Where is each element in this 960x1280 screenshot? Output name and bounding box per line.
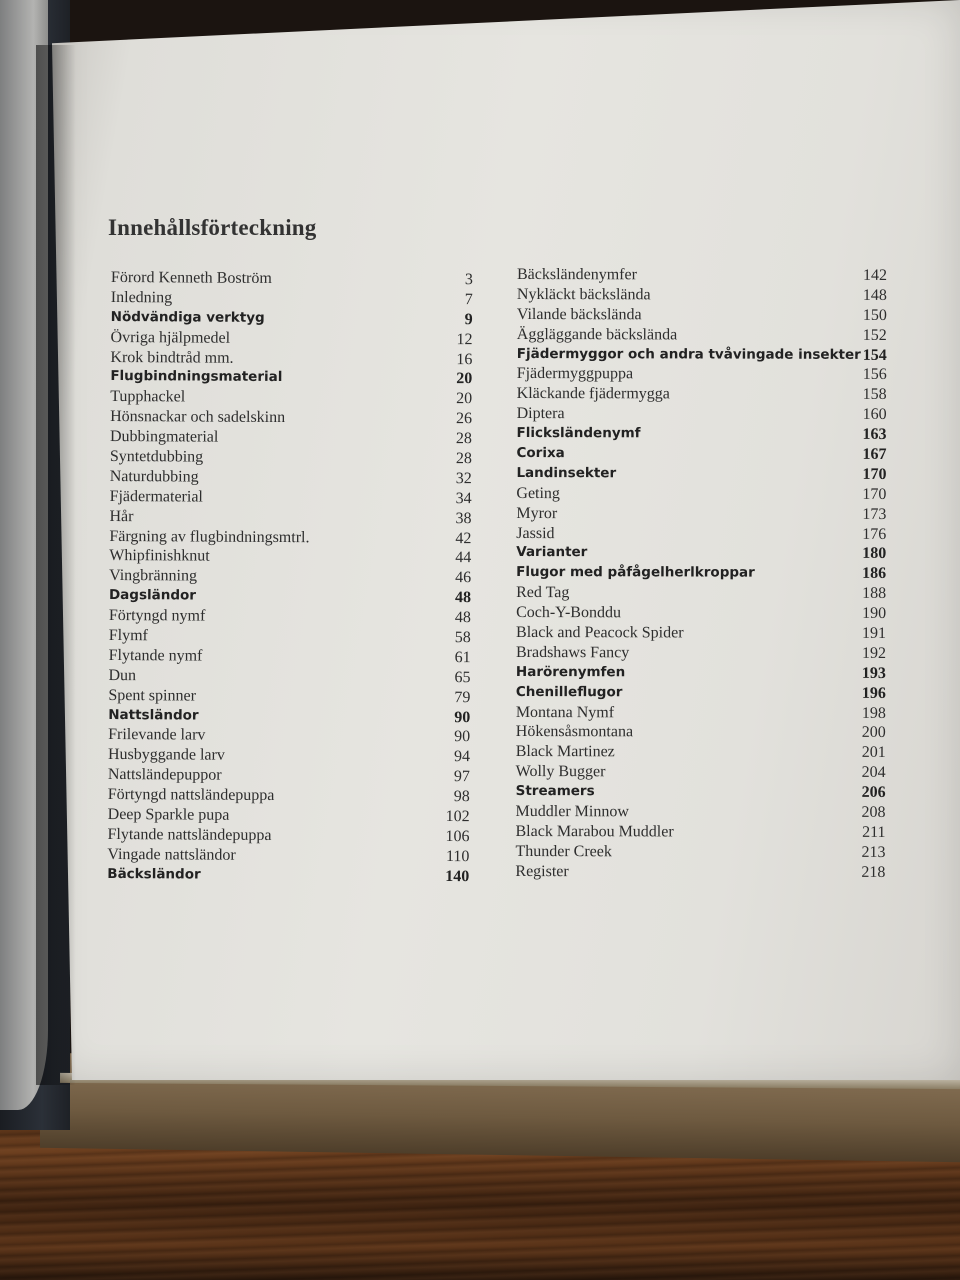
toc-entry-label: Vingbränning xyxy=(109,567,198,585)
toc-page-number: 173 xyxy=(862,505,887,523)
toc-entry-label: Jassid xyxy=(516,524,555,542)
toc-page-number: 186 xyxy=(862,565,887,583)
toc-entry xyxy=(516,524,886,545)
toc-page-number: 192 xyxy=(861,644,887,662)
toc-page-number: 198 xyxy=(861,704,886,722)
toc-entry-label: Bäcksländenymfer xyxy=(516,266,637,284)
toc-entry-label: Bradshaws Fancy xyxy=(515,643,630,662)
toc-entry xyxy=(109,546,471,568)
toc-section-entry xyxy=(516,563,886,584)
toc-page-number: 193 xyxy=(861,664,886,682)
toc-entry-label: Myror xyxy=(516,504,558,522)
toc-entry-label: Tupphackel xyxy=(110,388,186,406)
toc-entry xyxy=(515,822,885,843)
toc-page-number: 170 xyxy=(862,485,887,503)
toc-title: Innehållsförteckning xyxy=(108,215,317,240)
toc-entry xyxy=(109,626,471,648)
toc-entry-label: Flymf xyxy=(108,627,148,645)
toc-entry-label: Geting xyxy=(516,484,560,502)
toc-page-number: 20 xyxy=(456,370,473,388)
toc-section-entry xyxy=(516,543,886,564)
toc-entry-label: Inledning xyxy=(110,288,173,307)
toc-entry xyxy=(516,504,886,525)
toc-page-number: 106 xyxy=(445,827,470,846)
toc-page-number: 7 xyxy=(464,291,473,309)
toc-entry-label: Dagsländor xyxy=(108,587,197,604)
toc-page-number: 98 xyxy=(453,788,470,806)
toc-entry xyxy=(111,268,473,290)
toc-entry-label: Flugor med påfågelherlkroppar xyxy=(516,564,755,581)
toc-entry-label: Flicksländenymf xyxy=(516,425,641,442)
toc-entry xyxy=(110,427,472,449)
toc-section-entry xyxy=(108,706,470,728)
toc-entry-label: Förtyngd nattsländepuppa xyxy=(107,786,275,805)
toc-entry-label: Red Tag xyxy=(516,584,570,602)
toc-entry xyxy=(111,288,473,310)
toc-page-number: 79 xyxy=(454,688,471,706)
toc-entry xyxy=(110,487,472,509)
toc-entry xyxy=(109,606,471,628)
toc-entry-label: Nattsländor xyxy=(108,706,199,724)
toc-entry-label: Bäcksländor xyxy=(107,865,201,883)
toc-entry xyxy=(110,407,472,429)
toc-section-entry xyxy=(517,424,887,445)
toc-entry-label: Harörenymfen xyxy=(515,663,626,681)
toc-section-entry xyxy=(516,683,886,704)
toc-entry-label: Thunder Creek xyxy=(515,842,612,861)
toc-page-number: 191 xyxy=(862,624,887,642)
toc-entry xyxy=(108,785,470,807)
toc-section-entry xyxy=(516,782,886,803)
toc-entry-label: Dun xyxy=(108,666,137,684)
toc-entry xyxy=(516,703,886,724)
toc-section-entry xyxy=(111,308,473,330)
toc-entry xyxy=(109,566,471,588)
toc-page-number: 180 xyxy=(862,545,887,563)
toc-entry-label: Wolly Bugger xyxy=(515,763,606,781)
toc-page-number: 163 xyxy=(862,426,887,444)
toc-page-number: 154 xyxy=(862,346,887,364)
toc-entry-label: Färgning av flugbindningsmtrl. xyxy=(109,527,310,546)
toc-entry-label: Varianter xyxy=(516,544,588,561)
toc-entry-label: Nattsländepuppor xyxy=(107,766,222,784)
toc-page-number: 190 xyxy=(862,605,887,623)
toc-entry xyxy=(110,467,472,489)
toc-entry-label: Hökensåsmontana xyxy=(515,723,634,741)
toc-entry-label: Naturdubbing xyxy=(109,467,199,486)
toc-entry xyxy=(515,842,885,863)
toc-entry xyxy=(109,527,471,549)
toc-entry-label: Krok bindtråd mm. xyxy=(110,348,234,367)
toc-entry xyxy=(515,862,885,883)
toc-entry-label: Flugbindningsmaterial xyxy=(110,368,283,386)
toc-entry-label: Förtyngd nymf xyxy=(108,607,206,625)
toc-page-number: 196 xyxy=(861,684,886,702)
toc-page-number: 152 xyxy=(862,326,887,344)
toc-entry-label: Frilevande larv xyxy=(108,726,206,745)
toc-entry xyxy=(516,762,886,783)
toc-entry xyxy=(517,364,887,385)
toc-entry-label: Montana Nymf xyxy=(515,703,615,721)
toc-page-number: 38 xyxy=(455,509,472,527)
toc-entry xyxy=(107,825,469,847)
toc-entry xyxy=(110,348,472,370)
toc-page-number: 94 xyxy=(453,748,471,766)
toc-entry-label: Fjädermaterial xyxy=(109,487,203,506)
toc-page-number: 156 xyxy=(862,366,887,384)
toc-page-number: 206 xyxy=(861,784,886,802)
toc-entry-label: Whipfinishknut xyxy=(109,547,210,566)
toc-page-number: 16 xyxy=(456,350,473,368)
toc-page-number: 208 xyxy=(861,803,886,822)
toc-entry xyxy=(516,623,886,644)
toc-entry-label: Övriga hjälpmedel xyxy=(110,328,231,347)
toc-page-number: 142 xyxy=(862,266,887,284)
toc-page-number: 20 xyxy=(456,390,473,408)
toc-entry-label: Register xyxy=(515,862,569,880)
toc-entry-label: Black and Peacock Spider xyxy=(516,624,684,642)
toc-entry-label: Fjädermyggpuppa xyxy=(516,365,634,383)
toc-entry-label: Spent spinner xyxy=(108,686,196,705)
toc-page-number: 170 xyxy=(862,465,887,483)
toc-entry xyxy=(108,805,470,827)
toc-entry-label: Syntetdubbing xyxy=(109,448,204,466)
toc-page-number: 176 xyxy=(862,525,887,543)
toc-entry-label: Flytande nattsländepuppa xyxy=(107,825,272,844)
toc-entry xyxy=(108,666,470,688)
toc-entry xyxy=(516,722,886,743)
toc-entry xyxy=(108,765,470,787)
toc-page-number: 32 xyxy=(455,470,472,488)
toc-entry-label: Nykläckt bäcksländа xyxy=(516,285,651,304)
toc-page-number: 204 xyxy=(861,764,886,782)
toc-entry-label: Black Martinez xyxy=(515,743,615,761)
toc-left-column xyxy=(107,268,473,887)
toc-section-entry xyxy=(110,367,472,389)
toc-entry-label: Nödvändiga verktyg xyxy=(110,308,265,326)
toc-entry-label: Streamers xyxy=(515,783,595,800)
toc-page-number: 42 xyxy=(455,529,472,547)
toc-section-entry xyxy=(109,586,471,608)
toc-entry-label: Landinsekter xyxy=(516,464,617,482)
toc-entry xyxy=(516,742,886,763)
toc-entry xyxy=(516,802,886,823)
toc-right-column xyxy=(515,265,887,883)
toc-entry-label: Deep Sparkle pupa xyxy=(107,806,230,824)
toc-entry-label: Äggläggande bäcksländа xyxy=(516,325,678,344)
toc-entry xyxy=(517,384,887,405)
toc-entry-label: Dubbingmaterial xyxy=(109,428,219,446)
toc-page-number: 148 xyxy=(862,286,887,304)
toc-page-number: 3 xyxy=(464,271,473,289)
toc-page-number: 34 xyxy=(455,489,472,508)
toc-page-number: 90 xyxy=(454,708,471,726)
toc-page-number: 65 xyxy=(454,668,471,687)
toc-entry-label: Vilande bäcksländа xyxy=(516,305,642,324)
toc-page-number: 12 xyxy=(456,330,473,348)
toc-entry xyxy=(517,325,887,346)
toc-entry xyxy=(516,583,886,604)
toc-entry xyxy=(108,686,470,708)
toc-entry xyxy=(516,643,886,664)
toc-entry xyxy=(109,646,471,668)
toc-page-number: 102 xyxy=(445,808,470,826)
toc-entry xyxy=(107,845,469,867)
toc-page-number: 28 xyxy=(455,450,472,468)
toc-page-number: 188 xyxy=(862,585,887,603)
toc-entry-label: Diptera xyxy=(516,405,565,423)
toc-page-number: 61 xyxy=(454,649,471,667)
toc-entry-label: Muddler Minnow xyxy=(515,803,629,821)
toc-page-number: 160 xyxy=(862,406,887,424)
toc-page-number: 97 xyxy=(453,768,470,786)
toc-entry-label: Flytande nymf xyxy=(108,646,203,665)
toc-page-number: 211 xyxy=(862,823,886,841)
toc-entry xyxy=(109,507,471,529)
toc-entry-label: Kläckande fjädermygga xyxy=(516,385,670,403)
toc-page-number: 110 xyxy=(445,847,470,866)
toc-section-entry xyxy=(516,464,886,485)
toc-entry xyxy=(108,745,470,767)
toc-entry-label: Hår xyxy=(109,507,134,525)
toc-entry xyxy=(516,484,886,505)
toc-page-number: 158 xyxy=(862,386,887,404)
toc-page-number: 90 xyxy=(454,728,471,746)
toc-entry xyxy=(110,387,472,409)
toc-entry xyxy=(111,328,473,350)
toc-entry-label: Förord Kenneth Boström xyxy=(110,268,272,287)
toc-entry-label: Fjädermyggor och andra tvåvingade insekter xyxy=(516,345,861,363)
toc-entry-label: Chenilleflugor xyxy=(515,683,623,700)
toc-page-number: 218 xyxy=(861,863,886,881)
toc-section-entry xyxy=(517,345,887,366)
toc-entry-label: Vingade nattsländor xyxy=(107,845,236,864)
toc-entry-label: Corixa xyxy=(516,445,565,462)
toc-section-entry xyxy=(107,865,469,887)
toc-page-number: 167 xyxy=(862,445,887,463)
toc-entry xyxy=(108,725,470,747)
toc-entry-label: Hönsnackar och sadelskinn xyxy=(110,408,286,427)
toc-page-number: 58 xyxy=(454,629,471,647)
toc-entry-label: Husbyggande larv xyxy=(107,746,225,765)
toc-entry xyxy=(516,603,886,624)
toc-section-entry xyxy=(516,663,886,684)
toc-entry-label: Black Marabou Muddler xyxy=(515,822,674,841)
toc-page-number: 48 xyxy=(454,589,472,607)
toc-section-entry xyxy=(516,444,886,465)
toc-entry xyxy=(517,265,887,286)
toc-page-number: 46 xyxy=(455,569,472,587)
toc-entry-label: Coch-Y-Bonddu xyxy=(516,604,622,622)
toc-entry xyxy=(517,305,887,326)
toc-page-number: 48 xyxy=(454,609,471,627)
toc-entry xyxy=(110,447,472,469)
toc-page-number: 201 xyxy=(861,744,886,762)
toc-page-number: 9 xyxy=(464,310,473,328)
toc-page-number: 200 xyxy=(861,724,886,742)
toc-page-number: 44 xyxy=(455,549,472,567)
toc-page-number: 213 xyxy=(861,843,886,861)
toc-page-number: 28 xyxy=(455,430,473,448)
toc-entry xyxy=(517,285,887,306)
toc-page-number: 150 xyxy=(862,306,887,324)
toc-page-number: 26 xyxy=(456,410,473,428)
toc-entry xyxy=(517,404,887,425)
toc-page-number: 140 xyxy=(445,867,470,885)
